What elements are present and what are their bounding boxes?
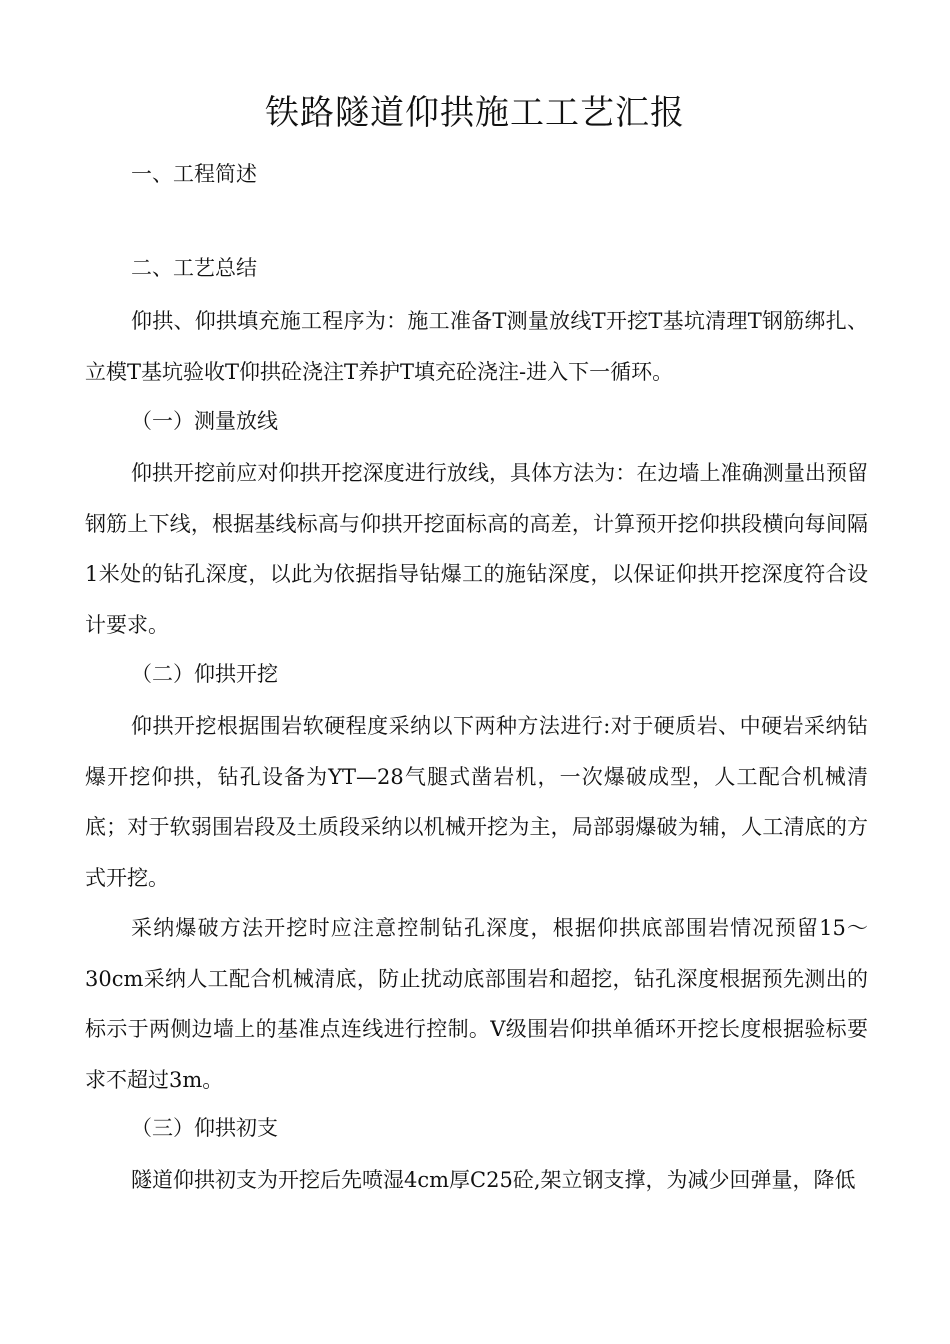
- paragraph-excavation-blasting: 采纳爆破方法开挖时应注意控制钻孔深度，根据仰拱底部围岩情况预留15〜30cm采纳人工配合机械清底，防止扰动底部围岩和超挖，钻孔深度根据预先测出的标示于两侧边墙上的基准点连线进行控制。V级围岩仰拱单循环开挖长度根据验标要求不超过3m。: [85, 916, 868, 1092]
- subheading-survey: （一）测量放线: [131, 409, 278, 433]
- section-heading-summary: 二、工艺总结: [131, 256, 257, 280]
- paragraph-survey: 仰拱开挖前应对仰拱开挖深度进行放线，具体方法为：在边墙上准确测量出预留钢筋上下线，根据基线标高与仰拱开挖面标高的高差，计算预开挖仰拱段横向每间隔1米处的钻孔深度，以此为依据指导钻爆工的施钻深度，以保证仰拱开挖深度符合设计要求。: [85, 461, 868, 637]
- section-heading-overview: 一、工程简述: [131, 162, 257, 186]
- subheading-initial-support: （三）仰拱初支: [131, 1116, 278, 1140]
- paragraph-initial-support: 隧道仰拱初支为开挖后先喷湿4cm厚C25砼,架立钢支撑，为减少回弹量，降低: [131, 1168, 856, 1192]
- subheading-excavation: （二）仰拱开挖: [131, 662, 278, 686]
- paragraph-procedure: 仰拱、仰拱填充施工程序为：施工准备T测量放线T开挖T基坑清理T钢筋绑扎、立模T基坑验收T仰拱砼浇注T养护T填充砼浇注-进入下一循环。: [85, 309, 868, 384]
- paragraph-excavation-methods: 仰拱开挖根据围岩软硬程度采纳以下两种方法进行:对于硬质岩、中硬岩采纳钻爆开挖仰拱，钻孔设备为YT—28气腿式凿岩机，一次爆破成型，人工配合机械清底；对于软弱围岩段及土质段采纳以机械开挖为主，局部弱爆破为辅，人工清底的方式开挖。: [85, 714, 868, 890]
- document-title: 铁路隧道仰拱施工工艺汇报: [265, 93, 685, 133]
